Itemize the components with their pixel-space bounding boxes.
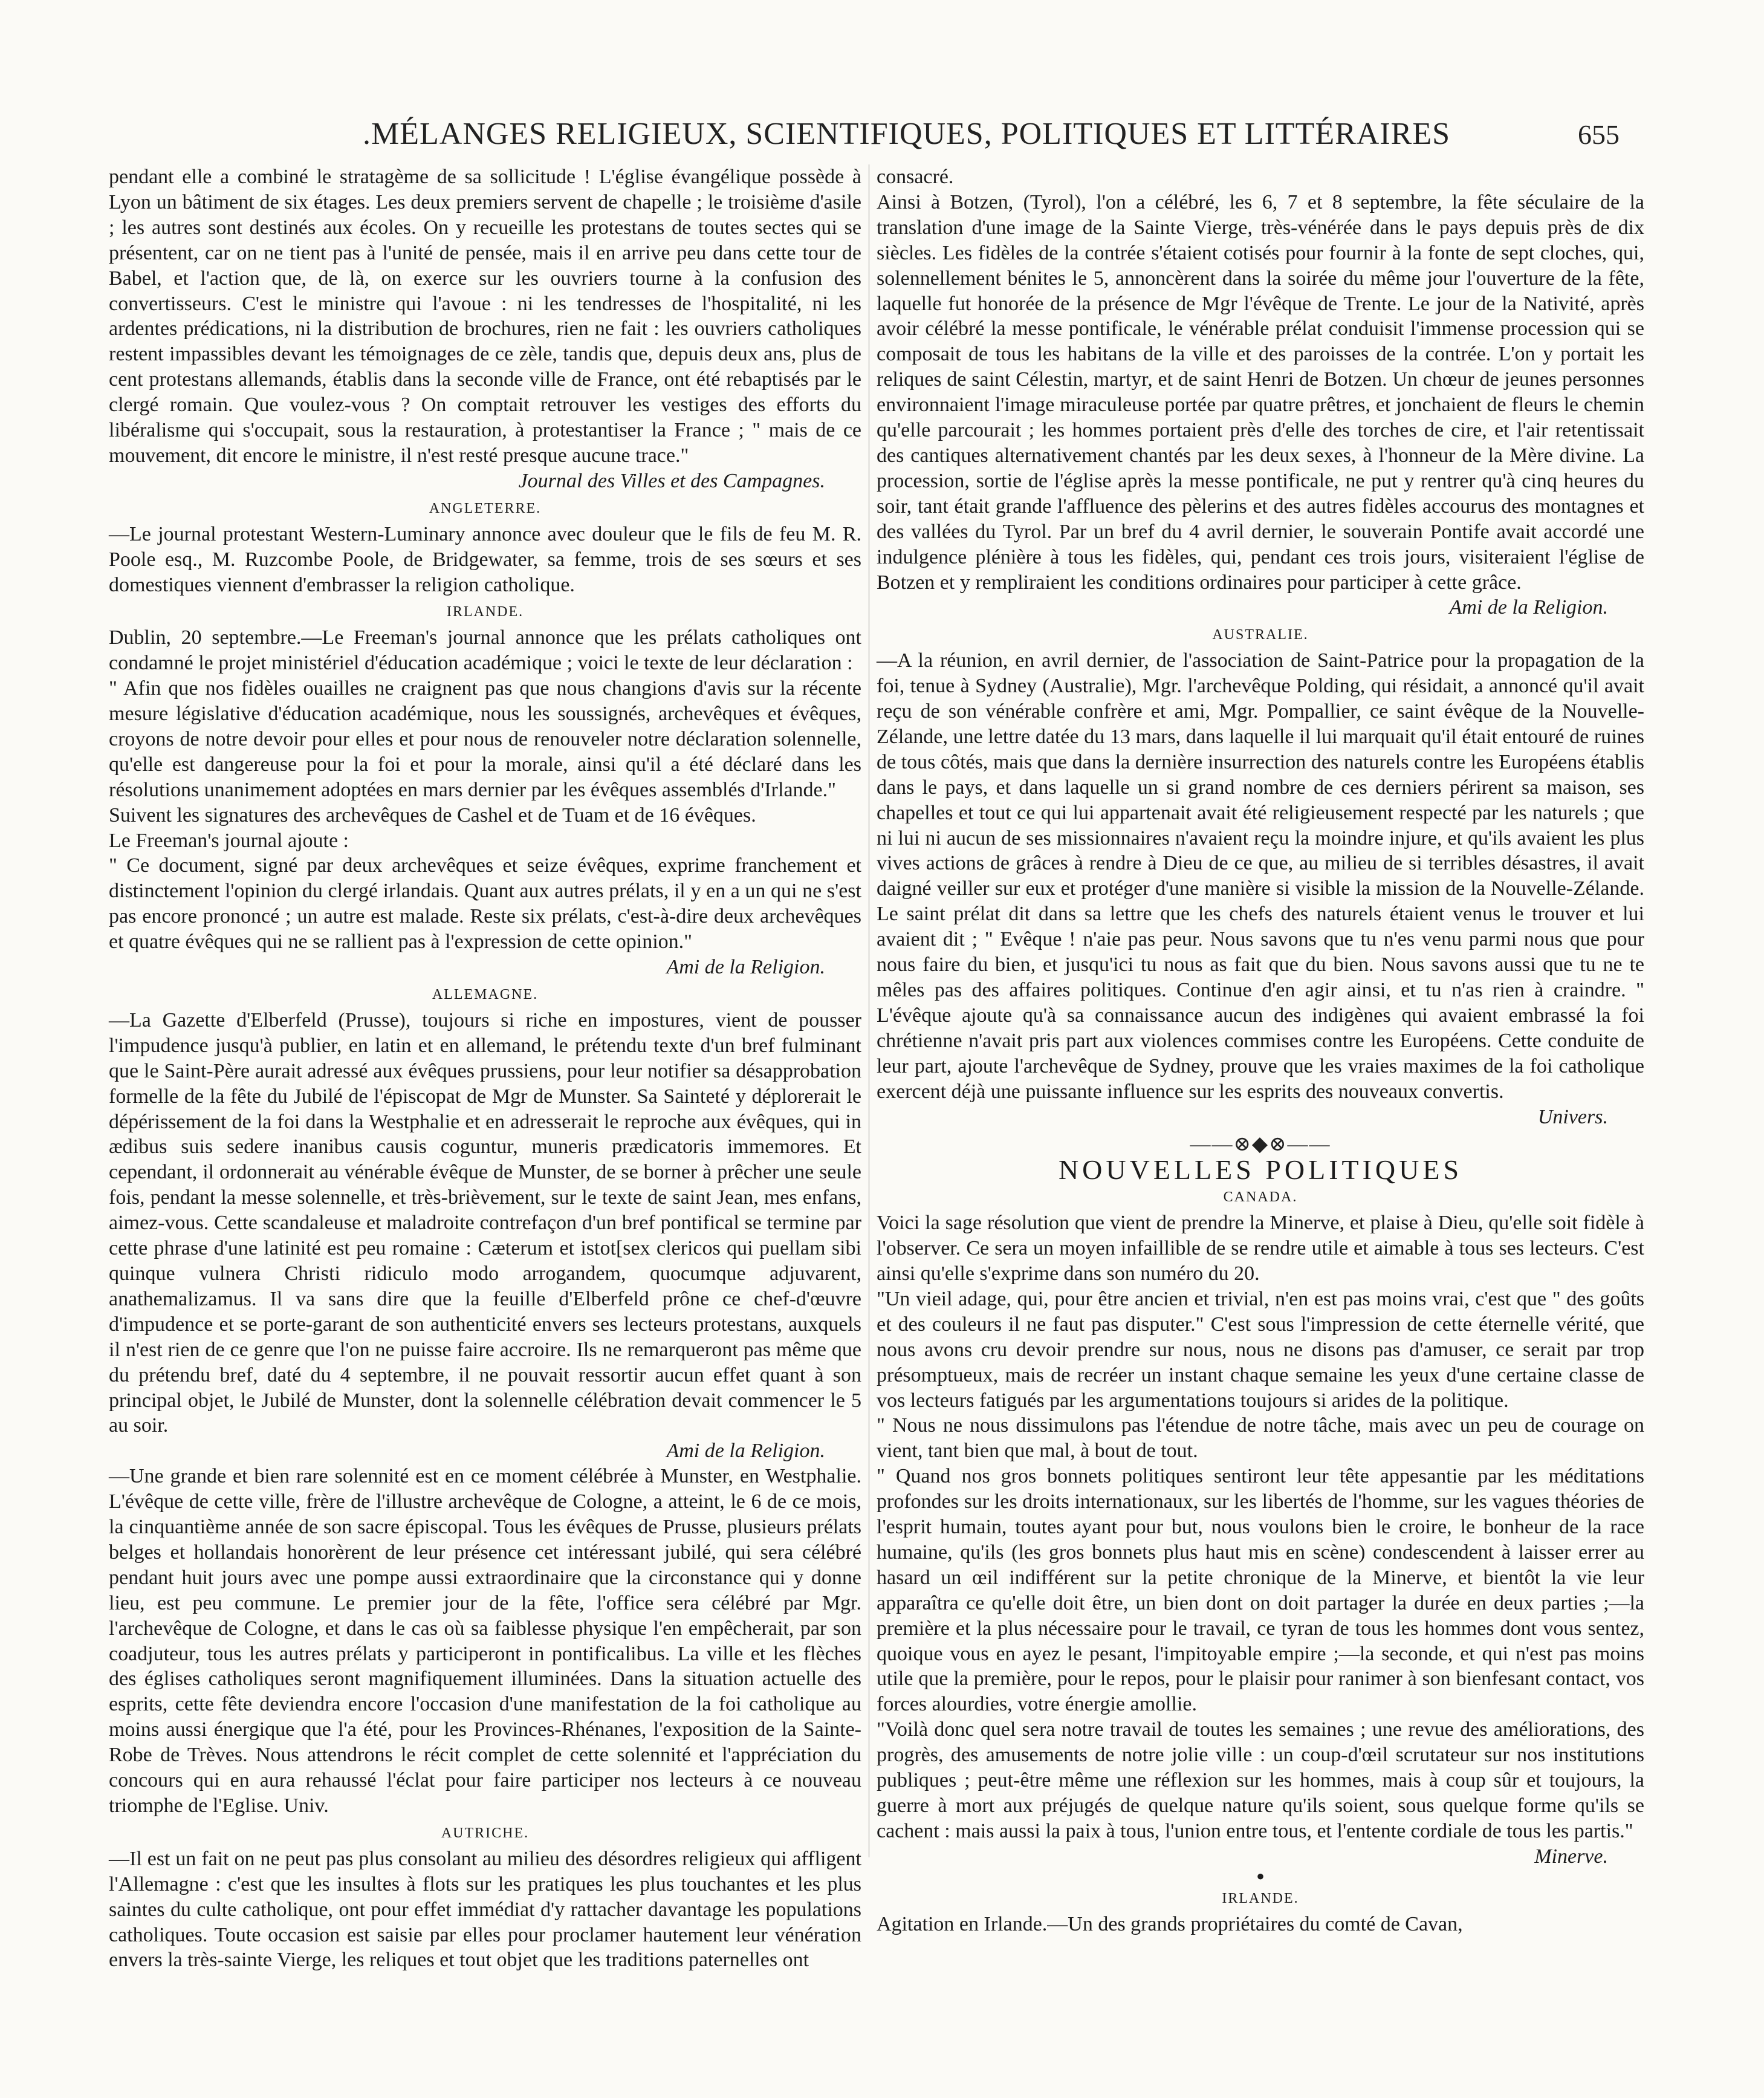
paragraph: Agitation en Irlande.—Un des grands propriétaires du comté de Cavan, — [877, 1912, 1463, 1935]
paragraph: Suivent les signatures des archevêques de Cashel et de Tuam et de 16 évêques. — [109, 804, 756, 827]
paragraph: Voici la sage résolution que vient de prendre la Minerve, et plaise à Dieu, qu'elle soit fidèle à l'observer. Ce sera un moyen infaillible de se rendre utile et aimable à tous ses lecteurs. C'est ainsi qu'elle s'exprime dans son numéro du 20. — [877, 1212, 1644, 1285]
section-heading-canada: CANADA. — [1223, 1189, 1298, 1206]
ornament-divider: ——⊗◆⊗—— — [1190, 1133, 1331, 1156]
source-credit: Ami de la Religion. — [666, 956, 825, 979]
paragraph: " Afin que nos fidèles ouailles ne craignent pas que nous changions d'avis sur la récente mesure législative d'éducation académique, nous les soussignés, archevêques et évêques, croyons de notre devoir pour elles et pour nous de renouveler notre déclaration solennelle, qu'elle est dangereuse pour la foi et pour la morale, ainsi qu'il a été déclaré dans les résolutions unanimement adoptées en mars dernier par les évêques assemblés d'Irlande." — [109, 677, 861, 801]
paragraph: Le Freeman's journal ajoute : — [109, 829, 349, 852]
source-credit: Ami de la Religion. — [666, 1440, 825, 1463]
paragraph: —A la réunion, en avril dernier, de l'association de Saint-Patrice pour la propagation de la foi, tenue à Sydney (Australie), Mgr. l'archevêque Polding, qui résidait, a annoncé qu'il avait reçu de son vénérable confrère et ami, Mgr. Pompallier, ce saint évêque de la Nouvelle-Zélande, une lettre datée du 13 mars, dans laquelle il lui marquait qu'il était entouré de ruines de tous côtés, mais que dans la dernière insurrection des naturels contre les Européens établis dans le pays, et dans laquelle un si grand nombre de ces derniers périrent sa maison, ses chapelles et tout ce qui lui appartenait avait été religieusement respecté par les naturels ; que ni lui ni aucun de ses missionnaires n'avaient reçu la moindre injure, et qu'ils avaient les plus vives actions de grâces à rendre à Dieu de ce que, au milieu de si terribles désastres, il avait daigné veiller sur eux et protéger d'une manière si visible la mission de la Nouvelle-Zélande. Le saint prélat dit dans sa lettre que les chefs des naturels étaient venus le trouver et lui avaient dit ; " Evêque ! n'aie pas peur. Nous savons que tu n'es venu parmi nous que pour nous faire du bien, et jusqu'ici tu nous as fait que du bien. Nous savons aussi que tu ne te mêles pas des affaires politiques. Continue d'en agir ainsi, et tu n'as rien à craindre. " L'évêque ajoute qu'à sa connaissance aucun des indigènes qui avaient embrassé la foi chrétienne n'avait pris part aux violences commises contre les Européens. Cette conduite de leur part, ajoute l'archevêque de Sydney, prouve que les vraies maximes de la foi catholique exercent déjà une puissante influence sur les esprits des nouveaux convertis. — [877, 649, 1644, 1103]
left-column — [109, 164, 861, 1973]
paragraph: pendant elle a combiné le stratagème de sa sollicitude ! L'église évangélique possède à Lyon un bâtiment de six étages. Les deux premiers servent de chapelle ; le troisième d'asile ; les autres sont destinés aux écoles. On y recueille les protestans de toutes sectes qui se présentent, car on ne tient pas à l'unité de pensée, mais il en arrive peu dans cette tour de Babel, et l'action que, de là, on exerce sur les ouvriers tourne à la confusion des convertisseurs. C'est le ministre qui l'avoue : ni les tendresses de l'hospitalité, ni les ardentes prédications, ni la distribution de brochures, rien ne fait : les ouvriers catholiques restent impassibles devant les témoignages de ce zèle, tandis que, depuis deux ans, plus de cent protestans allemands, établis dans la seconde ville de France, ont été rebaptisés par le clergé romain. Que voulez-vous ? On comptait retrouver les vestiges des efforts du libéralisme qui s'occupait, sous la restauration, à protestantiser la France ; " mais de ce mouvement, dit encore le ministre, il n'est resté presque aucune trace." — [109, 166, 861, 467]
section-heading-irlande-2: IRLANDE. — [1222, 1890, 1299, 1906]
paragraph: "Voilà donc quel sera notre travail de toutes les semaines ; une revue des améliorations, des progrès, des amusements de notre jolie ville : un coup-d'œil scrutateur sur nos institutions publiques ; peut-être même une réflexion sur les hommes, mais à coup sûr et toujours, la guerre à mort aux préjugés de quelque nature qu'ils soient, sous quelque forme qu'ils se cachent : mais aussi la paix à tous, l'union entre tous, et l'entente cordiale de tous les partis." — [877, 1718, 1644, 1842]
section-heading-allemagne: ALLEMAGNE. — [432, 987, 539, 1002]
running-head: .MÉLANGES RELIGIEUX, SCIENTIFIQUES, POLITIQUES ET LITTÉRAIRES — [363, 117, 1451, 151]
paragraph: —Le journal protestant Western-Luminary annonce avec douleur que le fils de feu M. R. Poole esq., M. Ruzcombe Poole, de Bridgewater, sa femme, trois de ses sœurs et ses domestiques viennent d'embrasser la religion catholique. — [109, 522, 861, 596]
right-column — [877, 164, 1644, 1937]
paragraph: Ainsi à Botzen, (Tyrol), l'on a célébré, les 6, 7 et 8 septembre, la fête séculaire de la translation d'une image de la Sainte Vierge, très-vénérée dans le pays depuis près de dix siècles. Les fidèles de la contrée s'étaient cotisés pour fournir à la fonte de sept cloches, qui, solennellement bénites le 5, annoncèrent dans la soirée du même jour l'ouverture de la fête, laquelle fut honorée de la présence de Mgr l'évêque de Trente. Le jour de la Nativité, après avoir célébré la messe pontificale, le vénérable prélat conduisit l'immense procession qui se composait de tous les habitans de la ville et des paroisses de la contrée. L'on y portait les reliques de saint Célestin, martyr, et de saint Henri de Botzen. Un chœur de jeunes personnes environnaient l'image miraculeuse portée par quatre prêtres, et jonchaient de fleurs le chemin qu'elle parcourait ; les hommes portaient près d'elle des torches de cire, et l'air retentissait des cantiques alternativement chantés par les deux sexes, à l'honneur de la Mère divine. La procession, sortie de l'église après la messe pontificale, ne put y rentrer qu'à cinq heures du soir, tant était grande l'affluence des pèlerins et des autres fidèles accourus des montagnes et des vallées du Tyrol. Par un bref du 4 avril dernier, le souverain Pontife avait accordé une indulgence plénière à tous les fidèles, qui, pendant ces trois jours, visiteraient l'église de Botzen et y rempliraient les conditions ordinaires pour participer à cette grâce. — [877, 190, 1644, 594]
paragraph: —Il est un fait on ne peut pas plus consolant au milieu des désordres religieux qui affligent l'Allemagne : c'est que les insultes à flots sur les pratiques les plus touchantes et les plus saintes du culte catholique, ont pour effet immédiat d'y rattacher davantage les populations catholiques. Toute occasion est saisie par elles pour proclamer hautement leur vénération envers la très-sainte Vierge, les reliques et tout objet que les traditions paternelles ont — [109, 1847, 861, 1972]
source-credit: Minerve. — [1534, 1845, 1608, 1868]
paragraph: " Quand nos gros bonnets politiques sentiront leur tête appesantie par les méditations profondes sur les droits internationaux, sur les libertés de l'homme, sur les vagues théories de l'esprit humain, toutes ayant pour but, nous voulons bien le croire, le bonheur de la race humaine, qu'ils (les gros bonnets plus haut mis en scène) condescendent à laisser errer au hasard un œil indifférent sur la petite chronique de la Minerve, et bientôt la vie leur apparaîtra ce qu'elle doit être, un bien dont on doit partager la durée en deux parties ;—la première et la plus nécessaire pour le travail, ce tyran de tous les hommes dont vous sentez, quoique vous en ayez le pesant, l'impitoyable empire ;—la seconde, et qui n'est pas moins utile que la première, pour le repos, pour le plaisir pour ranimer à son bienfesant contact, vos forces alourdies, votre énergie amollie. — [877, 1465, 1644, 1716]
paragraph: Dublin, 20 septembre.—Le Freeman's journal annonce que les prélats catholiques ont condamné le projet ministériel d'éducation académique ; voici le texte de leur déclaration : — [109, 626, 861, 675]
paragraph: consacré. — [877, 166, 954, 188]
section-title-nouvelles-politiques: NOUVELLES POLITIQUES — [1058, 1154, 1463, 1186]
source-credit: Ami de la Religion. — [1449, 596, 1608, 619]
paragraph: —La Gazette d'Elberfeld (Prusse), toujours si riche en impostures, vient de pousser l'impudence jusqu'à publier, en latin et en allemand, le prétendu texte d'un bref fulminant que le Saint-Père aurait adressé aux évêques prussiens, pour leur notifier sa désapprobation formelle de la fête du Jubilé de l'épiscopat de Mgr de Munster. Sa Sainteté y déplorerait le dépérissement de la foi dans la Westphalie et en adresserait le reproche aux évêques, qui in ædibus suis sedere inanibus causis coguntur, muneris prædicatoris immemores. Et cependant, il ordonnerait au vénérable évêque de Munster, de se borner à prêcher une seule fois, pendant la messe solennelle, et très-brièvement, sur le texte de saint Jean, mes enfans, aimez-vous. Cette scandaleuse et maladroite contrefaçon d'un bref pontifical se termine par cette phrase d'une latinité est peu romaine : Cæterum et istot[sex clericos qui puellam sibi quinque vulnera Christi ridiculo modo arrogandem, quocumque adjuvarent, anathemalizamus. Il va sans dire que la feuille d'Elberfeld prône ce chef-d'œuvre d'impudence et se porte-garant de son authenticité envers ses lecteurs protestans, auxquels il n'est rien de ce genre que l'on ne puisse faire accroire. Ils ne remarqueront pas même que du prétendu bref, daté du 4 septembre, il ne pouvait ressortir aucun effet quant à son principal objet, le Jubilé de Munster, dont la solennelle célébration devait commencer le 5 au soir. — [109, 1008, 861, 1437]
paragraph: " Nous ne nous dissimulons pas l'étendue de notre tâche, mais avec un peu de courage on vient, tant bien que mal, à bout de tout. — [877, 1414, 1644, 1463]
bullet-ornament: • — [1256, 1862, 1265, 1890]
paragraph: —Une grande et bien rare solennité est en ce moment célébrée à Munster, en Westphalie. L'évêque de cette ville, frère de l'illustre archevêque de Cologne, a atteint, le 6 de ce mois, la cinquantième année de son sacre épiscopal. Tous les évêques de Prusse, plusieurs prélats belges et hollandais honorèrent de leur présence cet intéressant jubilé, qui sera célébré pendant huit jours avec une pompe aussi extraordinaire que la circonstance qui y donne lieu, est peu commune. Le premier jour de la fête, l'office sera célébré par Mgr. l'archevêque de Cologne, et dans le cas où sa faiblesse physique l'en empêcherait, par son coadjuteur, tous les autres prélats y participeront in pontificalibus. La ville et les flèches des églises catholiques seront magnifiquement illuminées. Dans la situation actuelle des esprits, cette fête deviendra encore l'occasion d'une manifestation de la foi catholique au moins aussi énergique que l'a été, pour les Provinces-Rhénanes, l'exposition de la Sainte-Robe de Trèves. Nous attendrons le récit complet de cette solennité et l'appréciation du concours qui en aura rehaussé l'éclat pour faire participer nos lecteurs à ce nouveau triomphe de l'Eglise. Univ. — [109, 1465, 861, 1817]
section-heading-angleterre: ANGLETERRE. — [429, 500, 542, 516]
page-number: 655 — [1578, 119, 1620, 150]
source-credit: Univers. — [1537, 1105, 1608, 1128]
section-heading-australie: AUSTRALIE. — [1212, 627, 1309, 643]
paragraph: "Un vieil adage, qui, pour être ancien et trivial, n'en est pas moins vrai, c'est que " des goûts et des couleurs il ne faut pas disputer." C'est sous l'impression de cette éternelle vérité, que nous avons cru devoir prendre sur nous, nous ne disons pas d'amuser, ce serait par trop présomptueux, mais de recréer un instant chaque semaine les yeux d'une certaine classe de vos lecteurs fatigués par les argumentations toujours si arides de la politique. — [877, 1287, 1644, 1412]
source-credit: Journal des Villes et des Campagnes. — [518, 469, 825, 492]
section-heading-irlande: IRLANDE. — [446, 604, 524, 620]
paragraph: " Ce document, signé par deux archevêques et seize évêques, exprime franchement et distinctement l'opinion du clergé irlandais. Quant aux autres prélats, il y en a un qui ne s'est pas encore prononcé ; un autre est malade. Reste six prélats, c'est-à-dire deux archevêques et quatre évêques qui ne se rallient pas à l'expression de cette opinion." — [109, 854, 861, 953]
section-heading-autriche: AUTRICHE. — [441, 1825, 530, 1841]
